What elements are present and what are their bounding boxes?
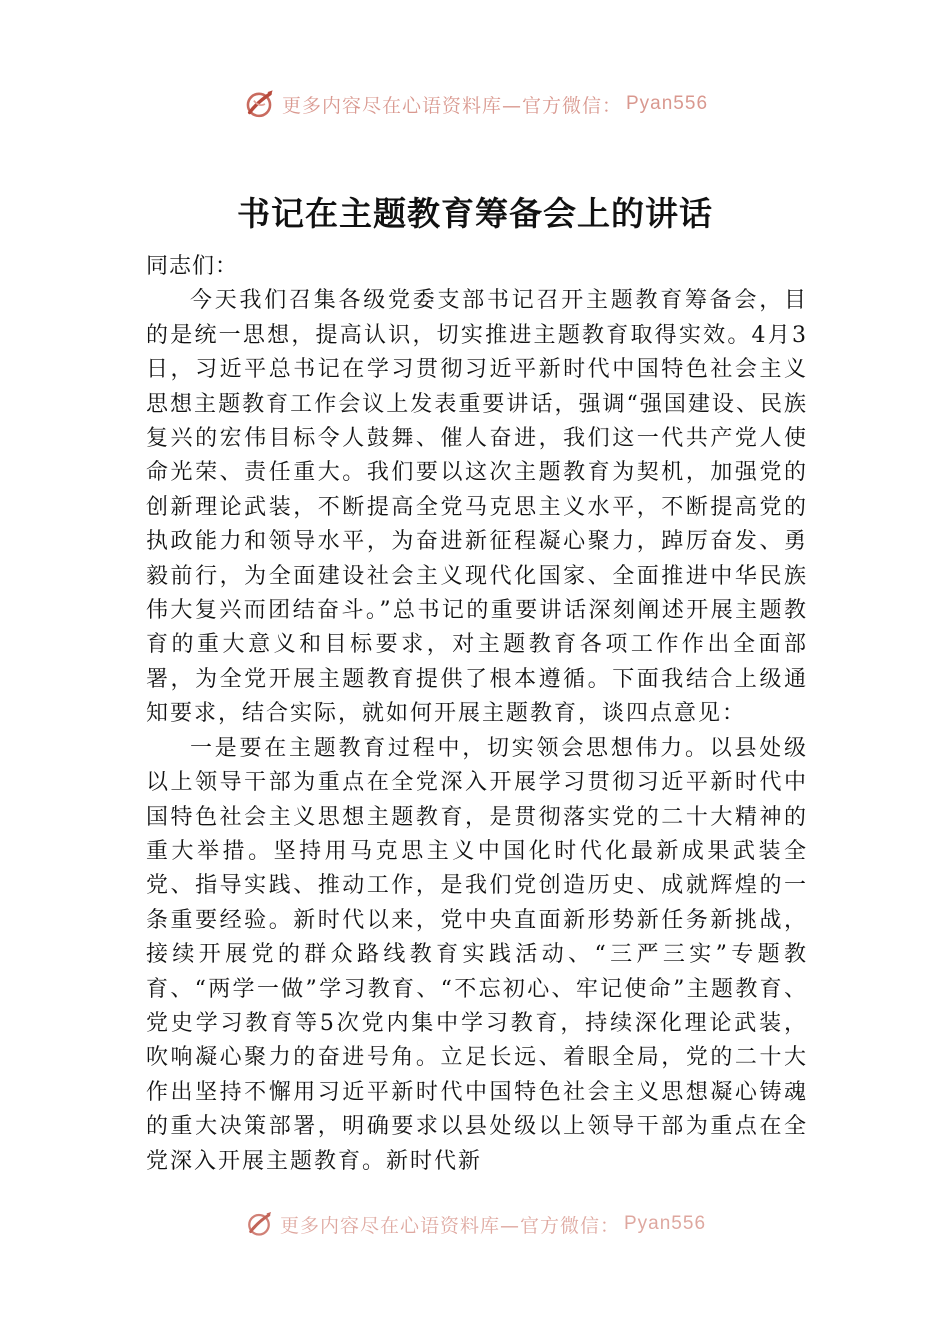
pen-swirl-icon — [244, 1209, 274, 1239]
header-watermark-banner — [0, 84, 950, 124]
banner-text: 更多内容尽在心语资料库—官方微信： — [281, 94, 622, 117]
paragraph-1: 今天我们召集各级党委支部书记召开主题教育筹备会，目的是统一思想，提高认识，切实推进主题教育取得实效。4月3日，习近平总书记在学习贯彻习近平新时代中国特色社会主义思想主题教育工作会议上发表重要讲话，强调“强国建设、民族复兴的宏伟目标令人鼓舞、催人奋进，我们这一代共产党人使命光荣、责任重大。我们要以这次主题教育为契机，加强党的创新理论武装，不断提高全党马克思主义水平，不断提高党的执政能力和领导水平，为奋进新征程凝心聚力，踔厉奋发、勇毅前行，为全面建设社会主义现代化国家、全面推进中华民族伟大复兴而团结奋斗。”总书记的重要讲话深刻阐述开展主题教育的重大意义和目标要求，对主题教育各项工作作出全面部署，为全党开展主题教育提供了根本遵循。下面我结合上级通知要求，结合实际，就如何开展主题教育，谈四点意见： — [146, 288, 808, 727]
banner-text: 更多内容尽在心语资料库—官方微信： — [279, 1214, 620, 1237]
banner-account: Pyan556 — [624, 1213, 707, 1234]
salutation: 同志们： — [146, 254, 239, 279]
paragraph-2: 一是要在主题教育过程中，切实领会思想伟力。以县处级以上领导干部为重点在全党深入开展学习贯彻习近平新时代中国特色社会主义思想主题教育，是贯彻落实党的二十大精神的重大举措。坚持用马克思主义中国化时代化最新成果武装全党、指导实践、推动工作，是我们党创造历史、成就辉煌的一条重要经验。新时代以来，党中央直面新形势新任务新挑战，接续开展党的群众路线教育实践活动、“三严三实”专题教育、“两学一做”学习教育、“不忘初心、牢记使命”主题教育、党史学习教育等5次党内集中学习教育，持续深化理论武装，吹响凝心聚力的奋进号角。立足长远、着眼全局，党的二十大作出坚持不懈用习近平新时代中国特色社会主义思想凝心铸魂的重大决策部署，明确要求以县处级以上领导干部为重点在全党深入开展主题教育。新时代新 — [146, 735, 808, 1174]
document-title: 书记在主题教育筹备会上的讲话 — [237, 194, 713, 233]
document-body — [146, 250, 808, 1179]
pen-swirl-icon — [242, 87, 276, 121]
footer-watermark-banner — [0, 1206, 950, 1242]
banner-account: Pyan556 — [626, 93, 709, 114]
